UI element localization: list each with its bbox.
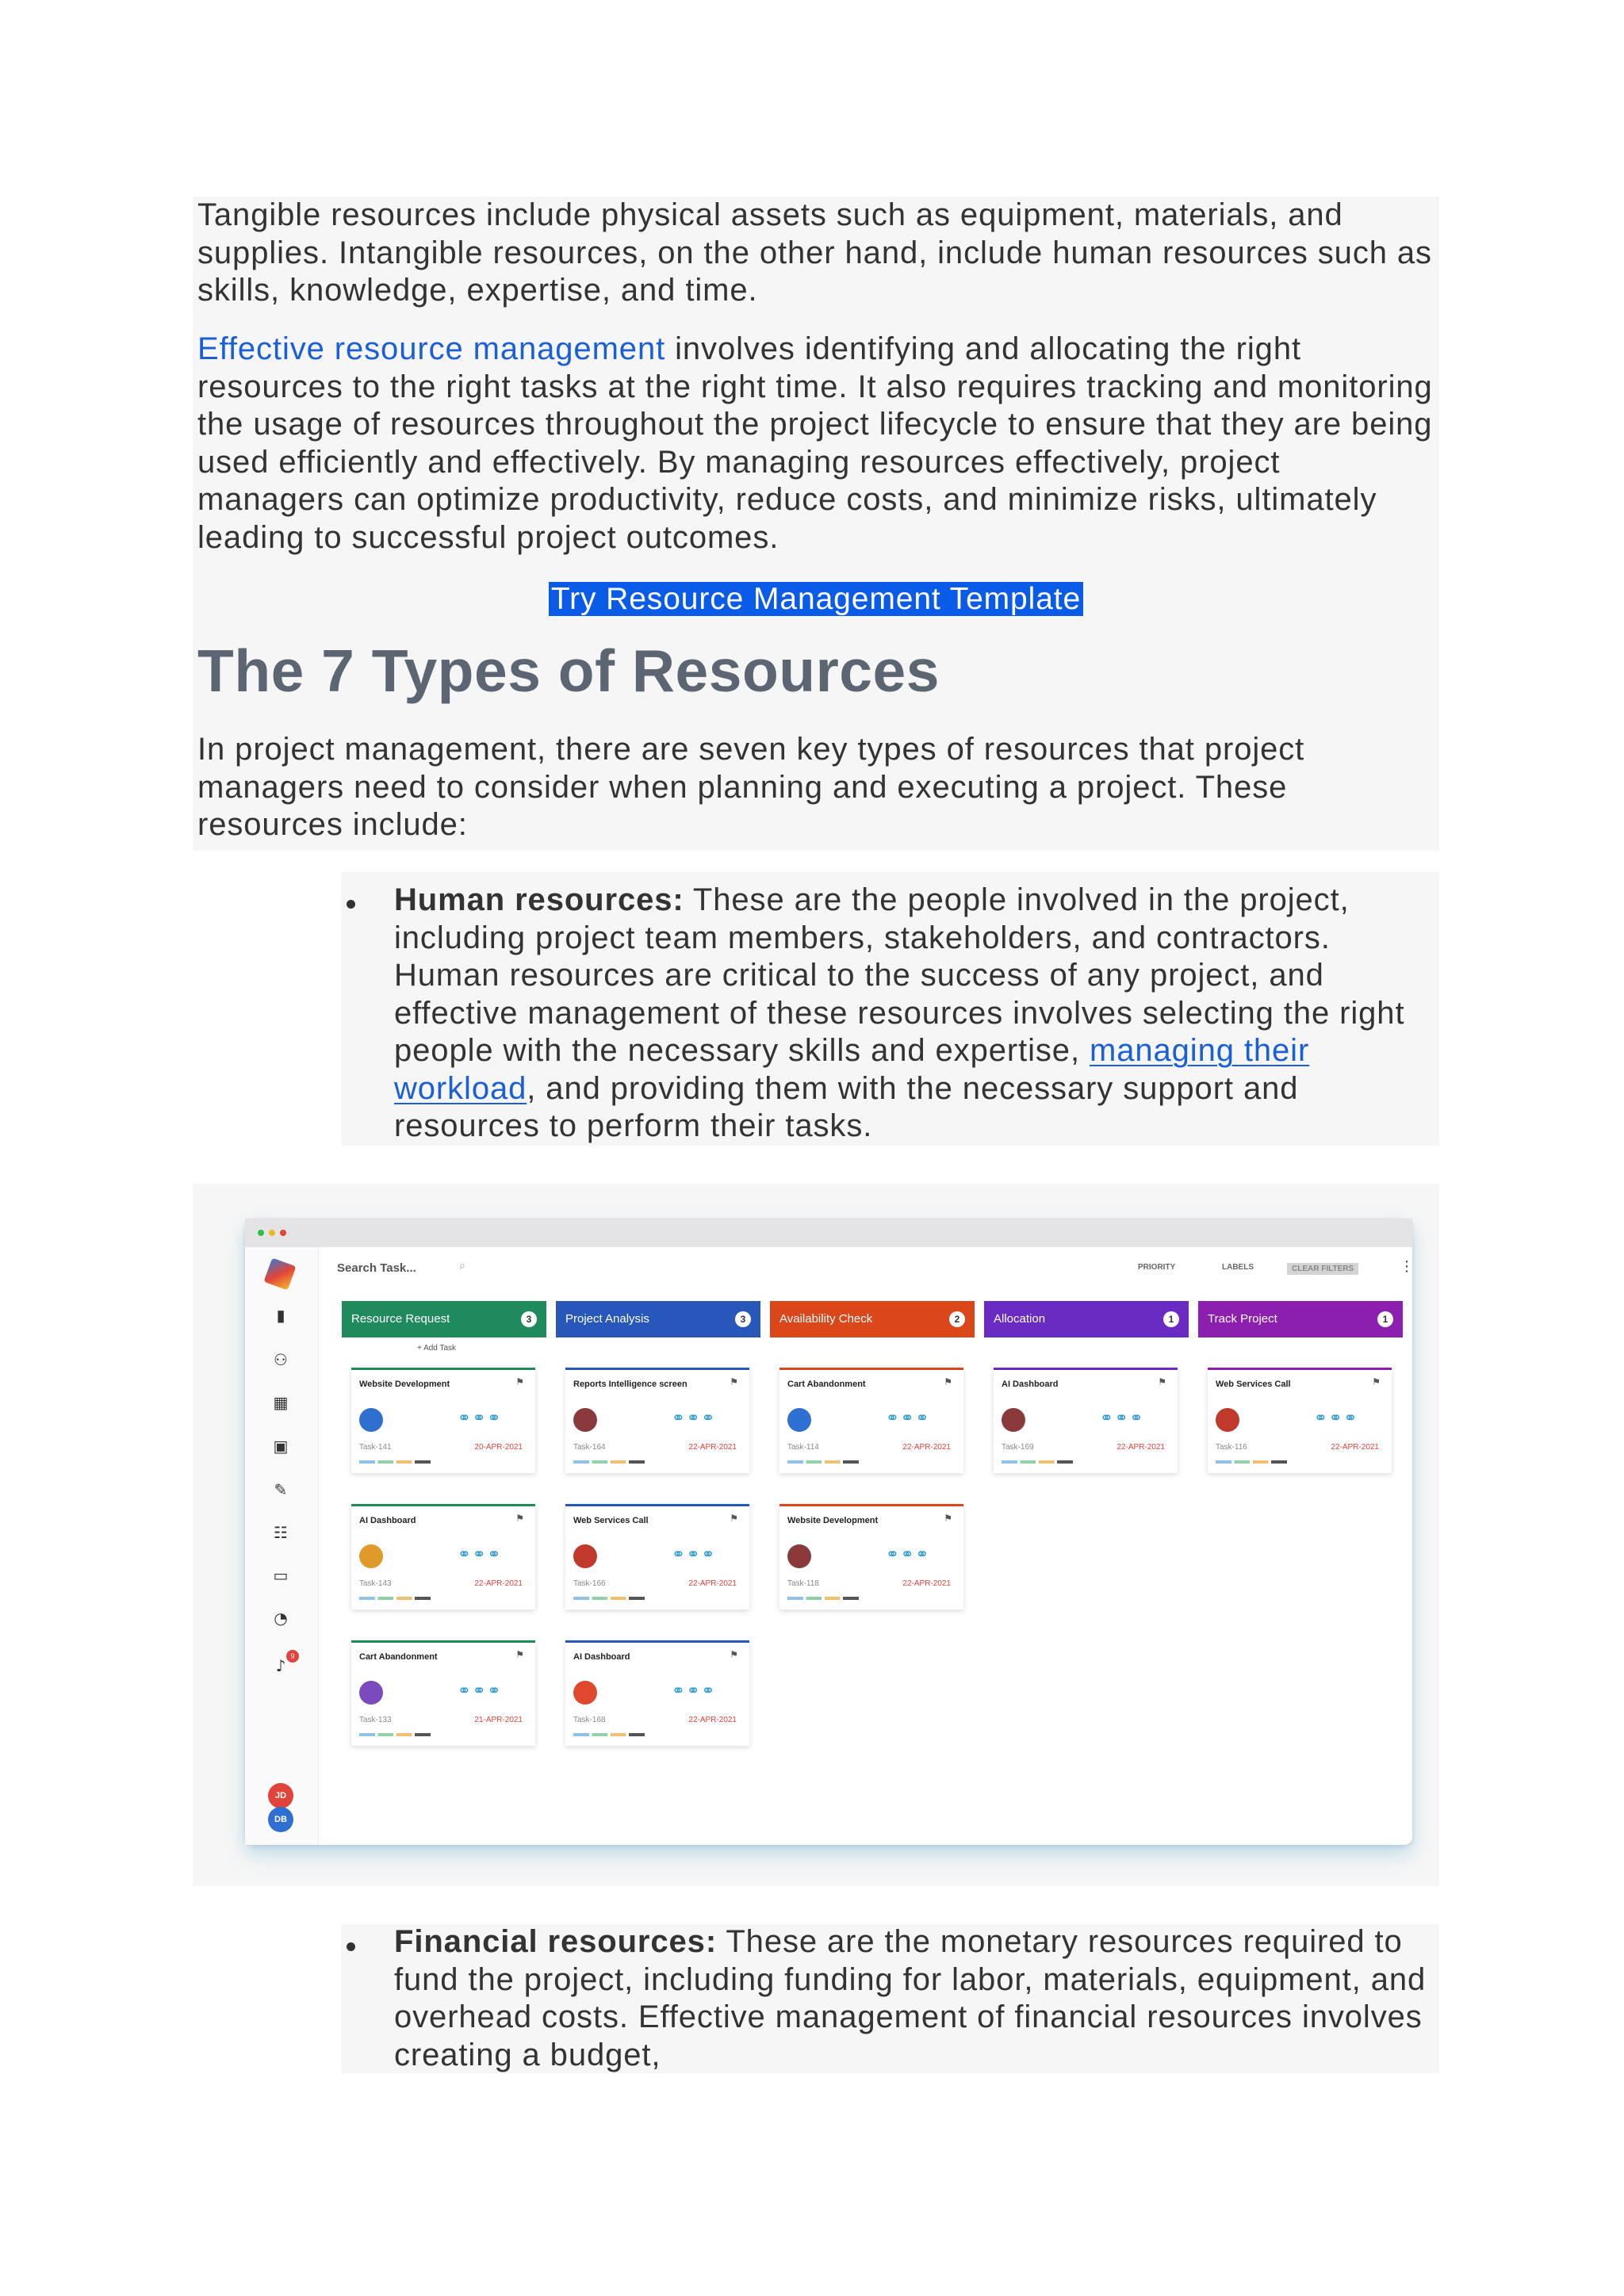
notification-badge: 9: [286, 1650, 299, 1663]
column-title: Resource Request: [351, 1312, 450, 1326]
task-id: Task-133: [359, 1716, 392, 1724]
flag-icon: ⚑: [730, 1513, 738, 1524]
search-icon: ⌕: [459, 1260, 465, 1272]
card-title: Reports Intelligence screen: [573, 1380, 688, 1389]
label-bars: [787, 1597, 859, 1600]
column-count-badge: 3: [521, 1311, 537, 1327]
due-date: 22-APR-2021: [1331, 1443, 1379, 1452]
try-resource-management-template-button[interactable]: Try Resource Management Template: [549, 582, 1083, 616]
task-card[interactable]: [565, 1504, 749, 1609]
card-title: AI Dashboard: [573, 1652, 630, 1662]
task-card[interactable]: [351, 1368, 535, 1473]
types-intro-paragraph: In project management, there are seven key types of resources that project managers need to consider when planning and executing a project. These resources include:: [197, 732, 1305, 842]
attachment-icons: ⚭⚭⚭: [886, 1544, 931, 1563]
user-avatar-db[interactable]: DB: [268, 1807, 293, 1832]
due-date: 22-APR-2021: [474, 1579, 523, 1588]
attachment-icons: ⚭⚭⚭: [458, 1408, 503, 1427]
cta-wrap: [193, 581, 1439, 618]
label-bars: [787, 1460, 859, 1464]
flag-icon: ⚑: [1372, 1376, 1381, 1387]
assignee-avatar: [787, 1544, 811, 1568]
erm-paragraph: [197, 331, 1434, 557]
task-card[interactable]: [779, 1504, 963, 1609]
column-title: Project Analysis: [565, 1312, 649, 1326]
assignee-avatar: [573, 1681, 597, 1705]
window-dot-yellow: [269, 1230, 275, 1236]
column-count-badge: 2: [949, 1311, 965, 1327]
task-card[interactable]: [1208, 1368, 1392, 1473]
user-avatar-jd[interactable]: JD: [268, 1783, 293, 1808]
card-title: Cart Abandonment: [787, 1380, 866, 1389]
human-resources-text: These are the people involved in the project, including project team members, stakeholders, and contractors. Human resources are critical to the success of any project, and effective management of these resources involves selecting the right people with the necessary skills and expertise,: [394, 882, 1405, 1068]
task-card[interactable]: [351, 1504, 535, 1609]
card-title: Cart Abandonment: [359, 1652, 438, 1662]
flag-icon: ⚑: [1158, 1376, 1166, 1387]
human-resources-item: [394, 882, 1439, 1146]
task-id: Task-143: [359, 1579, 392, 1588]
window-dot-red: [280, 1230, 286, 1236]
label-bars: [359, 1460, 431, 1464]
app-sidebar: [245, 1247, 319, 1845]
label-bars: [573, 1460, 645, 1464]
column-count-badge: 1: [1377, 1311, 1393, 1327]
label-bars: [1002, 1460, 1073, 1464]
task-card[interactable]: [994, 1368, 1178, 1473]
assignee-avatar: [359, 1408, 383, 1432]
due-date: 22-APR-2021: [1116, 1443, 1165, 1452]
column-header[interactable]: [984, 1301, 1189, 1337]
grid-icon[interactable]: ▦: [273, 1393, 289, 1412]
task-card[interactable]: [779, 1368, 963, 1473]
card-title: Website Development: [787, 1516, 879, 1525]
flag-icon: ⚑: [730, 1376, 738, 1387]
add-task-button[interactable]: + Add Task: [417, 1344, 457, 1353]
users-icon[interactable]: ⚇: [274, 1350, 288, 1369]
due-date: 22-APR-2021: [688, 1443, 737, 1452]
due-date: 20-APR-2021: [474, 1443, 523, 1452]
label-bars: [359, 1733, 431, 1736]
window-dot-green: [258, 1230, 264, 1236]
due-date: 21-APR-2021: [474, 1716, 523, 1724]
monitor-icon[interactable]: ▭: [273, 1566, 289, 1585]
label-bars: [573, 1733, 645, 1736]
search-task-input[interactable]: Search Task...: [337, 1261, 416, 1275]
assignee-avatar: [787, 1408, 811, 1432]
assignee-avatar: [359, 1544, 383, 1568]
flag-icon: ⚑: [730, 1649, 738, 1660]
attachment-icons: ⚭⚭⚭: [458, 1681, 503, 1700]
assignee-avatar: [359, 1681, 383, 1705]
task-id: Task-164: [573, 1443, 606, 1452]
attachment-icons: ⚭⚭⚭: [458, 1544, 503, 1563]
attachment-icons: ⚭⚭⚭: [672, 1408, 717, 1427]
team-icon[interactable]: ☷: [274, 1523, 288, 1542]
app-window: [245, 1219, 1412, 1845]
priority-filter[interactable]: PRIORITY: [1138, 1263, 1176, 1272]
resource-board-screenshot: [193, 1184, 1439, 1886]
intro-paragraph: Tangible resources include physical assets such as equipment, materials, and supplies. Intangible resources, on the other hand, include human resources such as skills, knowledge, expertise, and time.: [197, 197, 1432, 308]
financial-resources-title: Financial resources:: [394, 1924, 718, 1959]
chart-icon[interactable]: ◔: [274, 1609, 288, 1628]
financial-resources-text: These are the monetary resources required to fund the project, including funding for labor, materials, equipment, and overhead costs. Effective management of financial resources involves creating a budget,: [394, 1924, 1427, 2072]
task-id: Task-114: [787, 1443, 819, 1452]
column-count-badge: 3: [735, 1311, 751, 1327]
label-bars: [1216, 1460, 1287, 1464]
assignee-avatar: [1216, 1408, 1239, 1432]
due-date: 22-APR-2021: [902, 1579, 951, 1588]
column-header[interactable]: [1198, 1301, 1403, 1337]
column-title: Track Project: [1208, 1312, 1277, 1326]
task-card[interactable]: [565, 1640, 749, 1746]
card-title: Web Services Call: [573, 1516, 649, 1525]
due-date: 22-APR-2021: [688, 1579, 737, 1588]
app-logo-icon: [263, 1257, 296, 1290]
task-id: Task-141: [359, 1443, 392, 1452]
label-bars: [359, 1597, 431, 1600]
apps-icon[interactable]: ▣: [273, 1437, 289, 1456]
column-header[interactable]: [342, 1301, 546, 1337]
card-title: Web Services Call: [1216, 1380, 1291, 1389]
label-bars: [573, 1597, 645, 1600]
attachment-icons: ⚭⚭⚭: [1100, 1408, 1145, 1427]
task-id: Task-166: [573, 1579, 606, 1588]
more-options-icon[interactable]: ⋮: [1400, 1258, 1414, 1275]
attachment-icons: ⚭⚭⚭: [1314, 1408, 1359, 1427]
column-count-badge: 1: [1163, 1311, 1179, 1327]
task-id: Task-116: [1216, 1443, 1247, 1452]
window-titlebar: [245, 1219, 1412, 1247]
human-resources-title: Human resources:: [394, 882, 684, 917]
attachment-icons: ⚭⚭⚭: [672, 1544, 717, 1563]
attachment-icons: ⚭⚭⚭: [672, 1681, 717, 1700]
bullet-dot: [347, 1942, 355, 1951]
flag-icon: ⚑: [515, 1376, 524, 1387]
assignee-avatar: [573, 1544, 597, 1568]
column-header[interactable]: [770, 1301, 975, 1337]
due-date: 22-APR-2021: [688, 1716, 737, 1724]
column-header[interactable]: [556, 1301, 760, 1337]
managing-workload-link[interactable]: managing their workload: [394, 1033, 1310, 1106]
assignee-avatar: [1002, 1408, 1025, 1432]
effective-resource-management-link[interactable]: Effective resource management: [197, 331, 666, 366]
attachment-icons: ⚭⚭⚭: [886, 1408, 931, 1427]
labels-filter[interactable]: LABELS: [1222, 1263, 1254, 1272]
human-resources-text-end: , and providing them with the necessary support and resources to perform their tasks.: [394, 1070, 1299, 1143]
due-date: 22-APR-2021: [902, 1443, 951, 1452]
flag-icon: ⚑: [515, 1513, 524, 1524]
flag-icon: ⚑: [944, 1513, 952, 1524]
task-card[interactable]: [565, 1368, 749, 1473]
task-card[interactable]: [351, 1640, 535, 1746]
assignee-avatar: [573, 1408, 597, 1432]
bell-icon[interactable]: ♪: [275, 1656, 286, 1675]
card-title: Website Development: [359, 1380, 450, 1389]
edit-icon[interactable]: ✎: [274, 1480, 288, 1499]
clear-filters-button[interactable]: CLEAR FILTERS: [1287, 1263, 1358, 1275]
card-title: AI Dashboard: [1002, 1380, 1059, 1389]
bullet-dot: [347, 900, 355, 909]
task-id: Task-169: [1002, 1443, 1034, 1452]
flag-icon: ⚑: [944, 1376, 952, 1387]
task-id: Task-168: [573, 1716, 606, 1724]
card-title: AI Dashboard: [359, 1516, 416, 1525]
clipboard-icon[interactable]: ▮: [276, 1306, 285, 1325]
page-title: The 7 Types of Resources: [197, 637, 940, 704]
task-id: Task-118: [787, 1579, 819, 1588]
column-title: Allocation: [994, 1312, 1046, 1326]
column-title: Availability Check: [779, 1312, 873, 1326]
erm-paragraph-text: involves identifying and allocating the right resources to the right tasks at the right time. It also requires tracking and monitoring the usage of resources throughout the project lifecycle to ensure that they are being used efficiently and effectively. By managing resources effectively, project managers can optimize productivity, reduce costs, and minimize risks, ultimately leading to successful project outcomes.: [197, 331, 1433, 555]
flag-icon: ⚑: [515, 1649, 524, 1660]
financial-resources-item: [394, 1923, 1439, 2074]
